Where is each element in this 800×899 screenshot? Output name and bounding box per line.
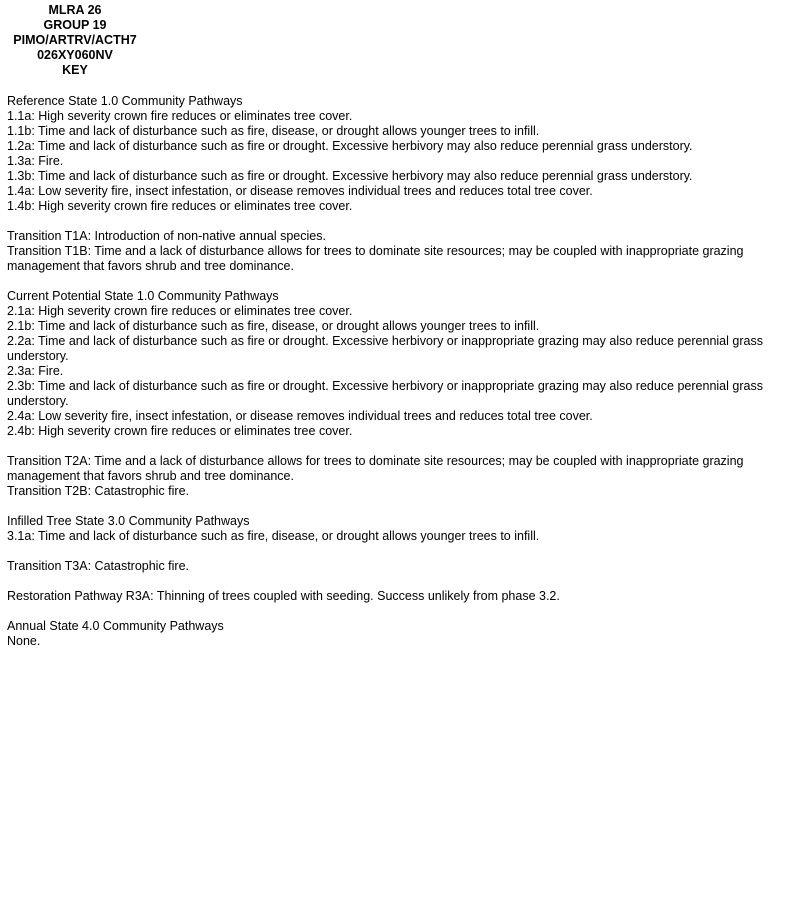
- pathway-line: 2.3a: Fire.: [7, 364, 64, 378]
- key-label: KEY: [62, 63, 88, 77]
- transition-line: Transition T2B: Catastrophic fire.: [7, 484, 190, 498]
- pathway-line: 2.2a: Time and lack of disturbance such as fire or drought. Excessive herbivory or inappropriate grazing may also reduce perennial grass understory.: [7, 334, 763, 363]
- document-header: [0, 3, 150, 78]
- current-potential-state-section: [7, 289, 793, 439]
- annual-state-section: [7, 619, 793, 649]
- reference-state-section: [7, 94, 793, 214]
- site-id-label: 026XY060NV: [37, 48, 113, 62]
- pathway-line: 1.3a: Fire.: [7, 154, 64, 168]
- section-title: Reference State 1.0 Community Pathways: [7, 94, 243, 108]
- pathway-line: 2.1b: Time and lack of disturbance such as fire, disease, or drought allows younger trees to infill.: [7, 319, 540, 333]
- document-body: [7, 94, 793, 649]
- restoration-line: Restoration Pathway R3A: Thinning of trees coupled with seeding. Success unlikely from phase 3.2.: [7, 589, 560, 603]
- transition-line: Transition T2A: Time and a lack of disturbance allows for trees to dominate site resources; may be coupled with inappropriate grazing management that favors shrub and tree dominance.: [7, 454, 744, 483]
- transition-line: Transition T3A: Catastrophic fire.: [7, 559, 190, 573]
- pathway-line: 1.4b: High severity crown fire reduces or eliminates tree cover.: [7, 199, 353, 213]
- group-label: GROUP 19: [43, 18, 107, 32]
- infilled-tree-state-section: [7, 514, 793, 544]
- transition-line: Transition T1B: Time and a lack of disturbance allows for trees to dominate site resources; may be coupled with inappropriate grazing management that favors shrub and tree dominance.: [7, 244, 744, 273]
- pathway-line: 2.1a: High severity crown fire reduces or eliminates tree cover.: [7, 304, 353, 318]
- pathway-line: 2.3b: Time and lack of disturbance such as fire or drought. Excessive herbivory or inappropriate grazing may also reduce perennial grass understory.: [7, 379, 763, 408]
- section-title: Current Potential State 1.0 Community Pathways: [7, 289, 279, 303]
- pathway-line: 1.1a: High severity crown fire reduces or eliminates tree cover.: [7, 109, 353, 123]
- pathway-line: None.: [7, 634, 41, 648]
- transition-line: Transition T1A: Introduction of non-native annual species.: [7, 229, 326, 243]
- transitions-2-section: [7, 454, 793, 499]
- transitions-1-section: [7, 229, 793, 274]
- pathway-line: 1.2a: Time and lack of disturbance such as fire or drought. Excessive herbivory may also reduce perennial grass understory.: [7, 139, 693, 153]
- pathway-line: 1.4a: Low severity fire, insect infestation, or disease removes individual trees and reduces total tree cover.: [7, 184, 593, 198]
- section-title: Annual State 4.0 Community Pathways: [7, 619, 224, 633]
- pathway-line: 2.4a: Low severity fire, insect infestation, or disease removes individual trees and reduces total tree cover.: [7, 409, 593, 423]
- mlra-label: MLRA 26: [48, 3, 102, 17]
- section-title: Infilled Tree State 3.0 Community Pathways: [7, 514, 250, 528]
- pathway-line: 3.1a: Time and lack of disturbance such as fire, disease, or drought allows younger trees to infill.: [7, 529, 540, 543]
- pathway-line: 1.1b: Time and lack of disturbance such as fire, disease, or drought allows younger trees to infill.: [7, 124, 540, 138]
- pathway-line: 1.3b: Time and lack of disturbance such as fire or drought. Excessive herbivory may also reduce perennial grass understory.: [7, 169, 693, 183]
- pathway-line: 2.4b: High severity crown fire reduces or eliminates tree cover.: [7, 424, 353, 438]
- species-label: PIMO/ARTRV/ACTH7: [13, 33, 137, 47]
